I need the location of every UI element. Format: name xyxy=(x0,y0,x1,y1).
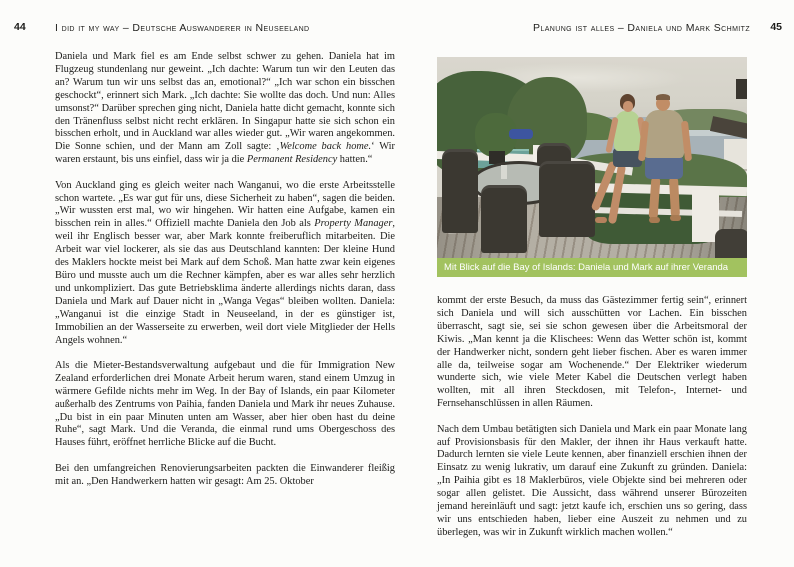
photo-man-foot xyxy=(649,217,660,223)
photo-wicker-chair-right xyxy=(539,161,595,237)
photo-table-candle xyxy=(501,165,507,179)
running-head-right: Planung ist alles – Daniela und Mark Schmitz xyxy=(533,22,750,34)
photo-woman-foot xyxy=(595,217,607,223)
photo-man-shirt xyxy=(644,110,684,158)
photo-woman-green-top xyxy=(614,111,641,151)
right-page-column xyxy=(437,57,747,540)
photo-wicker-chair-left xyxy=(442,149,478,233)
running-head-left: I did it my way – Deutsche Auswanderer in Neuseeland xyxy=(55,22,310,34)
body-paragraph: Als die Mieter-Bestandsverwaltung aufgebaut und die für Immigration New Zealand erforderlichen drei Monate Arbeit herum waren, stand einem Umzug in wärmere Gefilde nichts mehr im Weg. In der Bay of Islands, ein paar Kilometer außerhalb des Zentrums von Paihia, fanden Daniela und Mark ihr neues Zuhause. „Du bist in ein paar Minuten unten am Wasser, aber hier oben hast du deine Ruhe“, sagt Mark. Und die Veranda, die einmal rund ums Obergeschoss des Hauses führt, eröffnet herrliche Blicke auf die Bucht. xyxy=(55,359,395,449)
body-paragraph: Bei den umfangreichen Renovierungsarbeiten packten die Einwanderer fleißig mit an. „Den Handwerkern hatten wir gesagt: Am 25. Oktober xyxy=(55,462,395,487)
body-paragraph: Nach dem Umbau betätigten sich Daniela und Mark ein paar Monate lang auf Provisionsbasis für den Makler, der ihnen ihr Haus verkauft hatte. Dadurch lernten sie viele Leute kennen, aber finanziell erschien ihnen der Einsatz zu wenig lukrativ, um darauf eine Zukunft zu gründen. Daniela: „In Paihia gibt es 18 Maklerbüros, viele Objekte sind bei mehreren oder sogar allen gelistet. Die Aussicht, dass während unserer Bürozeiten jemand hereinläuft und sagt: jetzt kaufe ich, erschien uns so gering, dass wir uns entschieden haben, lieber eine Auszeit zu nehmen und zu überlegen, was wir in Zukunft wirklich machen wollen.“ xyxy=(437,423,747,538)
right-page-text-column xyxy=(437,295,747,540)
body-paragraph: kommt der erste Besuch, da muss das Gästezimmer fertig sein“, erinnert sich Daniela und will sich ausschütten vor Lachen. Ein bisschen überrascht, sagt sie, sei sie schon gewesen über die Arbeitsmoral der Kiwis. „Man kennt ja die Klischees: Wenn das Wetter schön ist, kommt der Handwerker nicht, sondern geht lieber fischen. Aber es waren immer alle da, teilweise sogar am Wochenende.“ Der Elektriker wiederum wunderte sich, wie viele Meter Kabel die Deutschen verlegt haben wollten, mit all ihren Steckdosen, mit Telefon-, Internet- und Fernsehanschlüssen in allen Räumen. xyxy=(437,295,747,410)
photo-man-shorts xyxy=(645,155,683,179)
body-paragraph: Von Auckland ging es gleich weiter nach Wanganui, wo die erste Arbeitsstelle schon wartete. „Es war gut für uns, diese Sicherheit zu haben“, sagen die beiden. „Wir wussten erst mal, wo wir hingehen. Wir hatten eine Aufgabe, kamen ein bisschen rein in alles.“ Offiziell machte Daniela den Job als Property Manager, weil ihr Englisch besser war, aber Mark konnte freiberuflich mitarbeiten. Die Arbeit war viel lockerer, als sie das aus Deutschland kannten: Der kleine Hund des Maklers hockte meist bei Mark auf dem Schoß. Man hatte zwar kein eigenes Büro und musste auch um die Rechner kämpfen, aber es war alles sehr herzlich und unkompliziert. Das gute Betriebsklima änderte allerdings nichts daran, dass Daniela und Mark auf Dauer nicht in „Wanga Vegas“ bleiben wollten. Daniela: „Wanganui ist die einzige Stadt in Neuseeland, in der es günstiger ist, Immobilien an der Wasserseite zu erwerben, weil dort viele Mitglieder der Hells Angels wohnen.“ xyxy=(55,179,395,346)
photo-man-foot xyxy=(670,215,681,221)
photo-caption-bar: Mit Blick auf die Bay of Islands: Daniela und Mark auf ihrer Veranda xyxy=(437,258,747,277)
photo-far-building xyxy=(736,79,747,99)
page-number-right: 45 xyxy=(770,21,782,33)
photo-woman-face xyxy=(623,101,633,112)
photo-man-hair xyxy=(656,94,670,100)
veranda-photo xyxy=(437,57,747,258)
body-paragraph: Daniela und Mark fiel es am Ende selbst schwer zu gehen. Daniela hat im Flugzeug stundenlang nur geweint. „Ich dachte: Warum tun wir den Leuten das an? Warum tun wir uns selbst das an, emotional?“ „Ich war schon ein bisschen geschockt“, erinnert sich Mark. „Ich dachte: Sie wollte das doch. Und nun: Alles umsonst?“ Darüber sprechen ging nicht, Daniela hatte dicht gemacht, konnte sich den Tränenfluss selbst nicht recht erklären. In Singapur hatte sie sich schon ein bisschen erholt, und in Auckland war alles wieder gut. „Wir waren angekommen. Die Sonne schien, und der Mann am Zoll sagte: ‚Welcome back home.‘ Wir waren erstaunt, bis uns einfiel, dass wir ja die Permanent Residency hatten.“ xyxy=(55,51,395,166)
page-number-left: 44 xyxy=(14,21,26,33)
left-page-text-column xyxy=(55,51,395,489)
photo-blue-object xyxy=(509,129,533,139)
photo-wicker-chair-front xyxy=(481,185,527,253)
photo-chair-corner xyxy=(715,229,747,258)
